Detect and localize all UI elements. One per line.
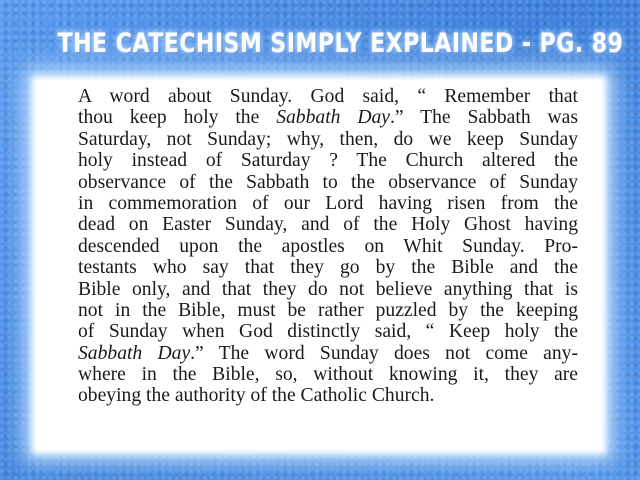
text-line [78,343,578,364]
text-segment: .” The Sabbath was [389,107,578,129]
text-line [78,150,578,171]
text-segment: .” The word Sunday does not come any- [190,342,578,364]
text-line [78,279,578,300]
text-line [78,86,578,107]
text-segment: Bible only, and that they do not believe anything that is [78,278,578,300]
text-segment: holy instead of Saturday ? The Church altered the [78,150,578,172]
text-segment: obeying the authority of the Catholic Church. [78,385,435,407]
text-segment: A word about Sunday. God said, “ Remember that [78,86,578,107]
text-line [78,257,578,278]
text-line [78,321,578,342]
page-title: THE CATECHISM SIMPLY EXPLAINED - PG. 89 [57,28,624,59]
text-segment: observance of the Sabbath to the observance of Sunday [78,171,578,193]
text-segment: where in the Bible, so, without knowing it, they are [78,364,578,386]
text-segment: thou keep holy the [78,107,277,129]
text-line [78,172,578,193]
excerpt-text [78,86,578,407]
italic-text: Sabbath Day [78,342,191,364]
text-line [78,129,578,150]
text-line [78,364,578,385]
text-line [78,300,578,321]
text-line [78,193,578,214]
text-segment: descended upon the apostles on Whit Sunday. Pro- [78,235,578,257]
text-segment: testants who say that they go by the Bible and the [78,257,578,279]
book-page-excerpt [36,80,602,450]
text-line [78,107,578,128]
text-line [78,385,578,406]
text-segment: in commemoration of our Lord having risen from the [78,192,578,214]
text-segment: dead on Easter Sunday, and of the Holy Ghost having [78,214,578,236]
text-segment: not in the Bible, must be rather puzzled by the keeping [78,299,578,321]
italic-text: Sabbath Day [276,107,390,129]
text-segment: Saturday, not Sunday; why, then, do we keep Sunday [78,128,578,150]
text-line [78,214,578,235]
text-line [78,236,578,257]
text-segment: of Sunday when God distinctly said, “ Keep holy the [78,321,578,343]
